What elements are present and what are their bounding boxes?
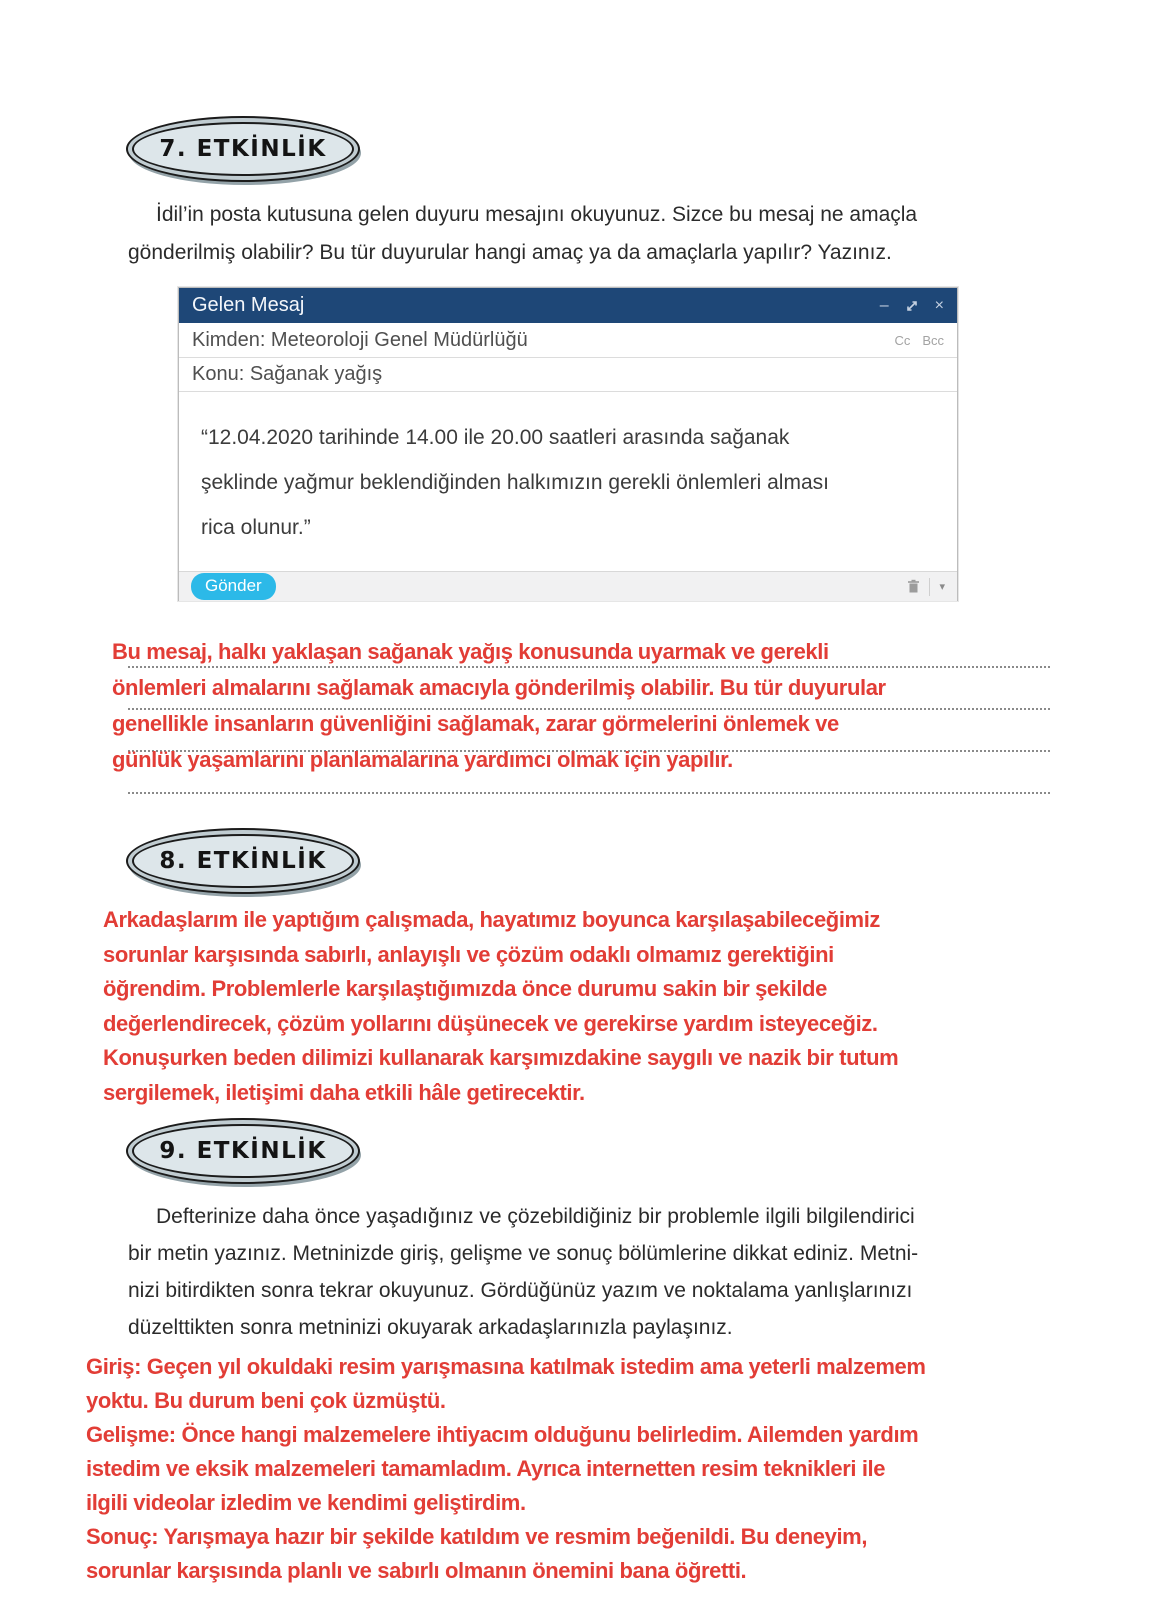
- answer-line: ilgili videolar izledim ve kendimi geliştirdim.: [86, 1490, 526, 1515]
- email-body-line: rica olunur.”: [201, 516, 311, 539]
- activity7-badge: [126, 116, 360, 182]
- chevron-down-icon[interactable]: ▾: [939, 581, 945, 593]
- activity9-answer-area: [86, 1350, 1096, 1588]
- answer-line: Bu mesaj, halkı yaklaşan sağanak yağış konusunda uyarmak ve gerekli: [112, 639, 829, 664]
- minimize-icon[interactable]: –: [879, 296, 889, 314]
- activity8-badge: [126, 828, 360, 894]
- answer-line: sorunlar karşısında planlı ve sabırlı olmanın önemini bana öğretti.: [86, 1558, 747, 1583]
- trash-icon[interactable]: [907, 579, 920, 594]
- close-icon[interactable]: ×: [934, 296, 944, 314]
- email-window: [178, 287, 958, 601]
- email-body: [179, 392, 957, 571]
- answer-line: Konuşurken beden dilimizi kullanarak karşımızdakine saygılı ve nazik bir tutum: [103, 1045, 899, 1070]
- activity7-answer-area: [112, 628, 1052, 806]
- activity9-badge: [126, 1118, 360, 1184]
- send-button[interactable]: Gönder: [191, 573, 276, 600]
- badge-oval: [132, 1124, 354, 1178]
- badge-oval: [132, 834, 354, 888]
- email-titlebar: [179, 288, 957, 323]
- instruction-line: nizi bitirdikten sonra tekrar okuyunuz. Gördüğünüz yazım ve noktalama yanlışlarınızı: [128, 1279, 913, 1302]
- instruction-line: İdil’in posta kutusuna gelen duyuru mesajını okuyunuz. Sizce bu mesaj ne amaçla: [156, 203, 918, 226]
- answer-line: Arkadaşlarım ile yaptığım çalışmada, hayatımız boyunca karşılaşabileceğimiz: [103, 907, 881, 932]
- answer-line: öğrendim. Problemlerle karşılaştığımızda önce durumu sakin bir şekilde: [103, 976, 827, 1001]
- footer-separator: [929, 578, 930, 596]
- instruction-line: Defterinize daha önce yaşadığınız ve çözebildiğiniz bir problemle ilgili bilgilendirici: [156, 1205, 915, 1228]
- activity9-badge-label: 9. ETKİNLİK: [159, 1138, 327, 1164]
- instruction-line: düzelttikten sonra metninizi okuyarak arkadaşlarınızla paylaşınız.: [128, 1316, 733, 1339]
- resize-icon[interactable]: [905, 299, 919, 313]
- activity9-instruction: [128, 1198, 1038, 1346]
- email-subject-text: Konu: Sağanak yağış: [192, 363, 383, 385]
- activity8-answer-area: [103, 903, 1093, 1110]
- activity7-instruction: [128, 196, 1038, 272]
- instruction-line: gönderilmiş olabilir? Bu tür duyurular hangi amaç ya da amaçlarla yapılır? Yazınız.: [128, 241, 892, 264]
- answer-line: istedim ve eksik malzemeleri tamamladım. Ayrıca internetten resim teknikleri ile: [86, 1456, 886, 1481]
- answer-line: günlük yaşamlarını planlamalarına yardımcı olmak için yapılır.: [112, 747, 733, 772]
- email-footer: [179, 571, 957, 601]
- dotted-line: [128, 792, 1050, 794]
- answer-line: Sonuç: Yarışmaya hazır bir şekilde katıldım ve resmim beğenildi. Bu deneyim,: [86, 1524, 868, 1549]
- instruction-line: bir metin yazınız. Metninizde giriş, gelişme ve sonuç bölümlerine dikkat ediniz. Metni-: [128, 1242, 919, 1265]
- badge-oval: [132, 122, 354, 176]
- answer-line: sergilemek, iletişimi daha etkili hâle getirecektir.: [103, 1079, 585, 1105]
- answer-line: sorunlar karşısında sabırlı, anlayışlı ve çözüm odaklı olmamız gerektiğini: [103, 941, 834, 967]
- bcc-button[interactable]: Bcc: [922, 332, 944, 348]
- email-body-line: şeklinde yağmur beklendiğinden halkımızın gerekli önlemleri alması: [201, 471, 829, 494]
- answer-line: yoktu. Bu durum beni çok üzmüştü.: [86, 1388, 446, 1413]
- answer-line: değerlendirecek, çözüm yollarını düşünecek ve gerekirse yardım isteyeceğiz.: [103, 1010, 878, 1036]
- answer-line: Giriş: Geçen yıl okuldaki resim yarışmasına katılmak istedim ama yeterli malzemem: [86, 1354, 926, 1379]
- email-body-line: “12.04.2020 tarihinde 14.00 ile 20.00 saatleri arasında sağanak: [201, 426, 790, 449]
- email-from-text: Kimden: Meteoroloji Genel Müdürlüğü: [192, 328, 528, 351]
- activity8-badge-label: 8. ETKİNLİK: [159, 848, 327, 874]
- answer-line: Gelişme: Önce hangi malzemelere ihtiyacım olduğunu belirledim. Ailemden yardım: [86, 1422, 919, 1447]
- activity7-badge-label: 7. ETKİNLİK: [159, 136, 327, 162]
- cc-button[interactable]: Cc: [894, 332, 911, 348]
- email-from-row: [179, 323, 957, 358]
- answer-line: genellikle insanların güvenliğini sağlamak, zarar görmelerini önlemek ve: [112, 711, 839, 736]
- email-window-title: Gelen Mesaj: [192, 294, 305, 316]
- answer-line: önlemleri almalarını sağlamak amacıyla gönderilmiş olabilir. Bu tür duyurular: [112, 675, 886, 700]
- email-subject-row: [179, 358, 957, 392]
- window-controls: [880, 298, 944, 314]
